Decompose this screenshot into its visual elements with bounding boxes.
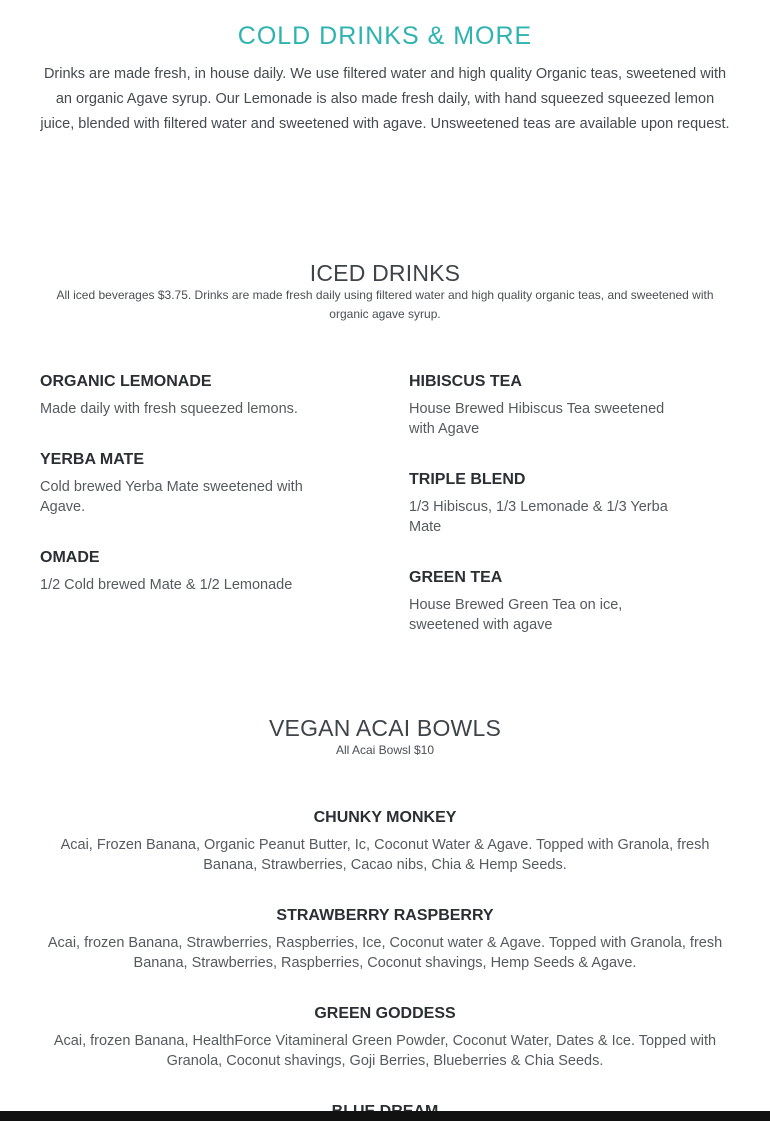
iced-drinks-subtitle: All iced beverages $3.75. Drinks are made fresh daily using filtered water and high quality organic teas, and sweetened with organic agave syrup.: [56, 288, 714, 321]
acai-bowls-title: VEGAN ACAI BOWLS: [269, 715, 501, 741]
menu-item-name: CHUNKY MONKEY: [313, 809, 457, 826]
menu-item-name: OMADE: [40, 549, 100, 566]
menu-item-desc: 1/2 Cold brewed Mate & 1/2 Lemonade: [40, 577, 293, 593]
menu-item: [40, 450, 315, 517]
menu-item-name: TRIPLE BLEND: [409, 471, 526, 488]
menu-item-desc: Made daily with fresh squeezed lemons.: [40, 401, 298, 417]
menu-item: [409, 470, 679, 537]
menu-item-name: ORGANIC LEMONADE: [40, 373, 212, 390]
menu-item-name: STRAWBERRY RASPBERRY: [276, 907, 494, 924]
menu-item-desc: Cold brewed Yerba Mate sweetened with Agave.: [40, 479, 303, 515]
intro-text: Drinks are made fresh, in house daily. We use filtered water and high quality Organic teas, sweetened with an organic Agave syrup. Our Lemonade is also made fresh daily, with hand squeezed squeezed lemon juice, blended with filtered water and sweetened with agave. Unsweetened teas are available upon request.: [40, 66, 730, 132]
menu-item-desc: House Brewed Green Tea on ice, sweetened with agave: [409, 597, 623, 633]
menu-item-name: HIBISCUS TEA: [409, 373, 522, 390]
page-title: COLD DRINKS & MORE: [237, 22, 533, 50]
menu-item-desc: Acai, Frozen Banana, Organic Peanut Butter, Ic, Coconut Water & Agave. Topped with Granola, fresh Banana, Strawberries, Cacao nibs, Chia & Hemp Seeds.: [60, 837, 710, 873]
bottom-bar: [0, 1111, 770, 1121]
menu-item: [409, 568, 649, 635]
acai-bowls-subtitle: All Acai Bowsl $10: [335, 743, 435, 757]
menu-item-name: YERBA MATE: [40, 451, 144, 468]
menu-item-desc: 1/3 Hibiscus, 1/3 Lemonade & 1/3 Yerba Mate: [409, 499, 668, 535]
menu-item: [40, 906, 730, 973]
menu-item-desc: Acai, frozen Banana, HealthForce Vitamineral Green Powder, Coconut Water, Dates & Ice. Topped with Granola, Coconut shavings, Goji Berries, Blueberries & Chia Seeds.: [53, 1033, 717, 1069]
menu-item: [40, 372, 340, 419]
menu-item: [40, 808, 730, 875]
menu-item: [409, 372, 674, 439]
menu-item-desc: House Brewed Hibiscus Tea sweetened with Agave: [409, 401, 665, 437]
menu-item-name: GREEN TEA: [409, 569, 503, 586]
menu-item: [40, 1004, 730, 1071]
menu-item-name: GREEN GODDESS: [314, 1005, 456, 1022]
menu-item-desc: Acai, frozen Banana, Strawberries, Raspberries, Ice, Coconut water & Agave. Topped with Granola, fresh Banana, Strawberries, Raspberries, Coconut shavings, Hemp Seeds & Agave.: [47, 935, 723, 971]
menu-item: [40, 548, 340, 595]
iced-drinks-title: ICED DRINKS: [309, 260, 461, 286]
